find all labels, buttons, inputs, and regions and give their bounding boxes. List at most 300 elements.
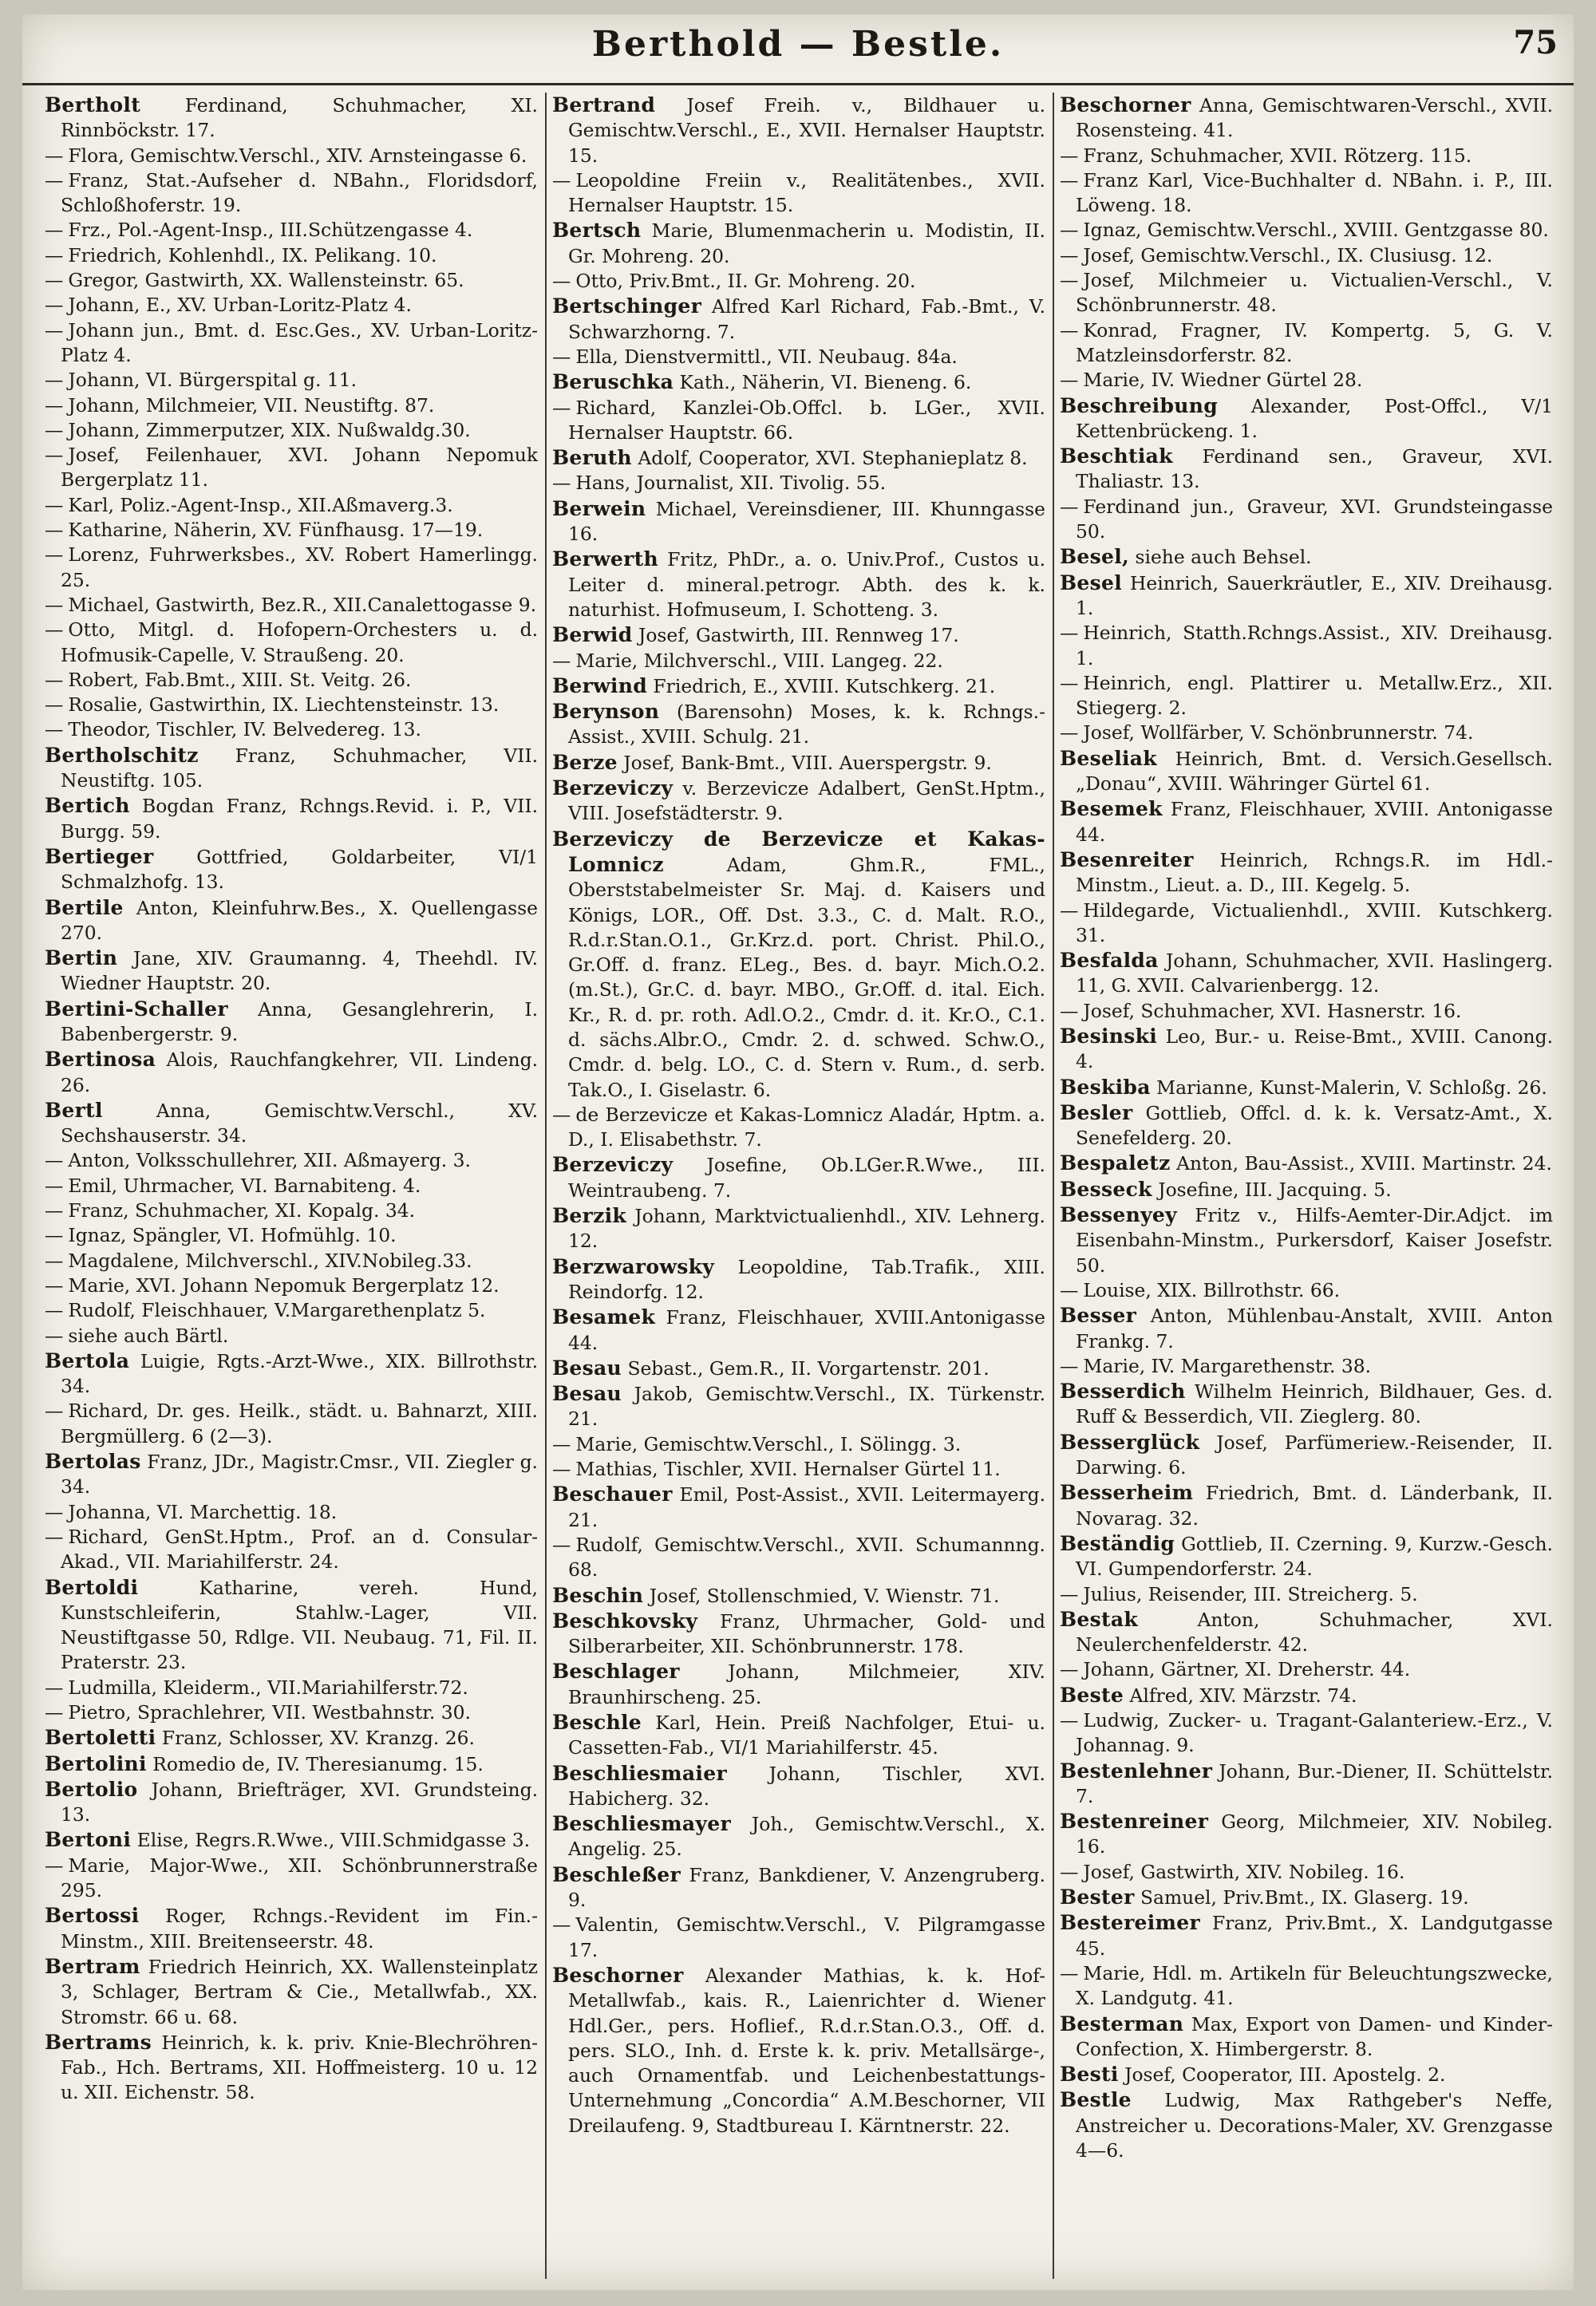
entry-details: Louise, XIX. Billrothstr. 66. — [1083, 1278, 1341, 1301]
entry-details: Josef, Feilenhauer, XVI. Johann Nepomuk Bergerplatz 11. — [61, 444, 538, 492]
entry-surname: Bestle — [1060, 2088, 1132, 2112]
directory-entry — [1060, 2062, 1553, 2087]
directory-entry — [1060, 1607, 1553, 1658]
directory-entry — [45, 1575, 538, 1676]
entry-surname: Bertrams — [45, 2030, 152, 2054]
entry-surname: Besau — [552, 1382, 622, 1406]
entry-details: Johann, VI. Bürgerspital g. 11. — [68, 369, 358, 392]
entry-surname: Bertola — [45, 1348, 130, 1372]
directory-entry — [552, 547, 1045, 622]
ditto-dash: — — [1060, 318, 1079, 342]
entry-surname: Bespaletz — [1060, 1151, 1171, 1175]
page-header — [22, 21, 1574, 69]
directory-entry — [552, 750, 1045, 776]
entry-details: Leo, Bur.- u. Reise-Bmt., XVIII. Canong. 4. — [1076, 1025, 1553, 1073]
entry-surname: Besser — [1060, 1304, 1137, 1328]
directory-entry — [1060, 1278, 1553, 1303]
entry-surname: Berzik — [552, 1204, 627, 1228]
entry-details: Karl, Poliz.-Agent-Insp., XII.Aßmaverg.3. — [68, 493, 453, 516]
directory-entry — [1060, 218, 1553, 243]
entry-details: Josef, Stollenschmied, V. Wienstr. 71. — [649, 1584, 1000, 1607]
directory-entry — [1060, 671, 1553, 721]
entry-surname: Berynson — [552, 700, 660, 724]
directory-entry — [45, 293, 538, 318]
directory-entry — [45, 543, 538, 593]
ditto-dash: — — [552, 1458, 571, 1481]
directory-entry — [45, 368, 538, 393]
entry-details: siehe auch Behsel. — [1135, 546, 1312, 569]
ditto-dash: — — [552, 345, 571, 368]
entry-surname: Bertolini — [45, 1751, 147, 1775]
entry-details: Elise, Regrs.R.Wwe., VIII.Schmidgasse 3. — [136, 1829, 531, 1852]
ditto-dash: — — [1060, 898, 1079, 922]
entry-details: Josef, Parfümeriew.-Reisender, II. Darwing. 6. — [1076, 1431, 1553, 1479]
entry-surname: Besau — [552, 1356, 622, 1380]
entry-details: Theodor, Tischler, IV. Belvedereg. 13. — [68, 718, 421, 741]
entry-surname: Beseliak — [1060, 746, 1157, 770]
entry-surname: Berwerth — [552, 547, 658, 571]
entry-surname: Beruschka — [552, 370, 674, 394]
entry-surname: Beschle — [552, 1711, 642, 1734]
entry-details: Gottlieb, Offcl. d. k. k. Versatz-Amt., X. Senefelderg. 20. — [1076, 1101, 1553, 1150]
directory-entry — [1060, 544, 1553, 570]
entry-surname: Berwein — [552, 496, 646, 520]
entry-details: Gottlieb, II. Czerning. 9, Kurzw.-Gesch. VI. Gumpendorferstr. 24. — [1076, 1532, 1553, 1581]
directory-entry — [1060, 368, 1553, 393]
directory-entry — [552, 168, 1045, 219]
entry-surname: Beschliesmaier — [552, 1761, 727, 1785]
ditto-dash: — — [552, 1913, 571, 1937]
entry-details: Ludwig, Max Rathgeber's Neffe, Anstreicher u. Decorations-Maler, XV. Grenzgasse 4—6. — [1076, 2089, 1553, 2162]
directory-entry — [1060, 721, 1553, 745]
entry-surname: Bertschinger — [552, 294, 702, 318]
entry-details: Michael, Gastwirth, Bez.R., XII.Canalettogasse 9. — [68, 593, 537, 616]
ditto-dash: — — [45, 519, 64, 542]
entry-details: Richard, Dr. ges. Heilk., städt. u. Bahnarzt, XIII. Bergmüllerg. 6 (2—3). — [61, 1400, 538, 1447]
entry-details: Marie, Gemischtw.Verschl., I. Sölingg. 3. — [575, 1432, 962, 1455]
directory-entry — [552, 1659, 1045, 1710]
directory-entry — [45, 1298, 538, 1323]
entry-surname: Bertolio — [45, 1777, 138, 1801]
ditto-dash: — — [1060, 721, 1079, 744]
ditto-dash: — — [45, 1249, 64, 1272]
directory-entry — [1060, 1708, 1553, 1759]
ditto-dash: — — [1060, 1709, 1079, 1731]
entry-surname: Besfalda — [1060, 949, 1159, 973]
entry-details: Julius, Reisender, III. Streicherg. 5. — [1083, 1582, 1418, 1605]
entry-details: Marie, Blumenmacherin u. Modistin, II. Gr. Mohreng. 20. — [568, 219, 1045, 267]
ditto-dash: — — [45, 493, 64, 516]
entry-details: Heinrich, engl. Plattirer u. Metallw.Erz., XII. Stiegerg. 2. — [1076, 671, 1553, 720]
entry-surname: Beständig — [1060, 1531, 1175, 1555]
ditto-dash: — — [1060, 1354, 1079, 1377]
ditto-dash: — — [1060, 1278, 1079, 1301]
directory-entry — [552, 1254, 1045, 1305]
entry-surname: Bertieger — [45, 844, 154, 868]
entry-details: Anton, Mühlenbau-Anstalt, XVIII. Anton Frankg. 7. — [1076, 1305, 1553, 1352]
entry-details: Johann, Schuhmacher, XVII. Haslingerg. 11, G. XVII. Calvarienbergg. 12. — [1076, 950, 1553, 997]
entry-surname: Bestak — [1060, 1607, 1138, 1631]
column-divider — [1053, 93, 1054, 2279]
directory-entry — [1060, 1379, 1553, 1430]
directory-entry — [552, 1609, 1045, 1660]
directory-entry — [45, 593, 538, 618]
directory-entry — [1060, 1531, 1553, 1582]
entry-surname: Berze — [552, 750, 618, 774]
entry-surname: Bestenlehner — [1060, 1759, 1213, 1783]
entry-details: Johann, Milchmeier, VII. Neustiftg. 87. — [68, 393, 435, 417]
directory-entry — [1060, 243, 1553, 268]
ditto-dash: — — [45, 693, 64, 717]
directory-entry — [1060, 268, 1553, 318]
entry-surname: Berwid — [552, 623, 633, 647]
entry-details: Heinrich, k. k. priv. Knie-Blechröhren-Fab., Hch. Bertrams, XII. Hoffmeisterg. 10 u. 12 u. XII. Eichenstr. 58. — [61, 2031, 538, 2104]
entry-details: Johann, E., XV. Urban-Loritz-Platz 4. — [68, 294, 412, 317]
entry-details: Johann, Gärtner, XI. Dreherstr. 44. — [1083, 1658, 1411, 1681]
entry-surname: Berzeviczy — [552, 1153, 674, 1177]
directory-entry — [45, 1324, 538, 1348]
ditto-dash: — — [45, 543, 64, 567]
directory-entry — [45, 443, 538, 493]
ditto-dash: — — [45, 1500, 64, 1523]
ditto-dash: — — [45, 1854, 64, 1877]
directory-entry — [1060, 1480, 1553, 1531]
directory-entry — [45, 243, 538, 268]
directory-entry — [552, 369, 1045, 395]
directory-entry — [1060, 1885, 1553, 1910]
directory-entry — [45, 946, 538, 997]
directory-entry — [45, 1098, 538, 1149]
entry-details: Robert, Fab.Bmt., XIII. St. Veitg. 26. — [68, 668, 412, 691]
entry-surname: Bertoni — [45, 1828, 132, 1852]
directory-entry — [552, 1305, 1045, 1356]
entry-surname: Bertile — [45, 895, 124, 919]
directory-entry — [552, 1533, 1045, 1583]
entry-details: Joh., Gemischtw.Verschl., X. Angelig. 25. — [568, 1813, 1045, 1861]
entry-details: Johanna, VI. Marchettig. 18. — [68, 1500, 338, 1523]
directory-entry — [45, 1676, 538, 1700]
entry-details: Heinrich, Bmt. d. Versich.Gesellsch. „Donau“, XVIII. Währinger Gürtel 61. — [1076, 747, 1553, 796]
directory-entry — [1060, 1151, 1553, 1176]
entry-details: Josef, Schuhmacher, XVI. Hasnerstr. 16. — [1083, 999, 1462, 1022]
directory-entry — [552, 1103, 1045, 1153]
entry-details: Gregor, Gastwirth, XX. Wallensteinstr. 65. — [68, 269, 464, 292]
page-title: Berthold — Bestle. — [591, 24, 1005, 65]
ditto-dash: — — [45, 593, 64, 616]
directory-entry — [45, 318, 538, 369]
entry-details: Josef, Cooperator, III. Apostelg. 2. — [1124, 2063, 1446, 2087]
entry-surname: Beschin — [552, 1583, 644, 1607]
ditto-dash: — — [45, 1299, 64, 1322]
directory-entry — [552, 1152, 1045, 1203]
entry-details: Ferdinand sen., Graveur, XVI. Thaliastr. 13. — [1076, 445, 1553, 493]
ditto-dash: — — [552, 1432, 571, 1455]
entry-details: Franz, Schuhmacher, XVII. Rötzerg. 115. — [1083, 144, 1472, 167]
entry-surname: Besti — [1060, 2063, 1119, 2087]
directory-page — [22, 14, 1574, 2290]
directory-entry — [45, 1047, 538, 1098]
directory-entry — [45, 793, 538, 844]
directory-entry — [1060, 1100, 1553, 1151]
entry-details: Johann jun., Bmt. d. Esc.Ges., XV. Urban-Loritz-Platz 4. — [61, 318, 538, 366]
entry-surname: Besel, — [1060, 545, 1130, 569]
entry-surname: Bertich — [45, 794, 130, 818]
entry-surname: Bertram — [45, 1954, 140, 1978]
entry-surname: Besinski — [1060, 1024, 1158, 1048]
directory-entry — [552, 1710, 1045, 1761]
entry-surname: Besemek — [1060, 797, 1163, 821]
entry-details: Bogdan Franz, Rchngs.Revid. i. P., VII. Burgg. 59. — [61, 795, 538, 843]
entry-details: Fritz, PhDr., a. o. Univ.Prof., Custos u. Leiter d. mineral.petrogr. Abth. des k. k. naturhist. Hofmuseum, I. Schotteng. 3. — [568, 548, 1045, 621]
directory-entry — [1060, 1683, 1553, 1708]
column-divider — [545, 93, 547, 2279]
directory-entry — [552, 673, 1045, 699]
directory-entry — [1060, 495, 1553, 545]
directory-entry — [552, 496, 1045, 547]
directory-entry — [552, 1381, 1045, 1432]
entry-details: Marie, XVI. Johann Nepomuk Bergerplatz 12. — [68, 1273, 500, 1297]
entry-details: Franz, Priv.Bmt., X. Landgutgasse 45. — [1076, 1912, 1553, 1960]
entry-details: Samuel, Priv.Bmt., IX. Glaserg. 19. — [1140, 1886, 1469, 1909]
directory-entry — [552, 93, 1045, 168]
entry-details: Heinrich, Sauerkräutler, E., XIV. Dreihausg. 1. — [1076, 571, 1553, 619]
directory-entry — [45, 1223, 538, 1248]
entry-surname: Besserdich — [1060, 1380, 1186, 1404]
directory-entry — [45, 393, 538, 418]
entry-details: Franz, Bankdiener, V. Anzengruberg. 9. — [568, 1863, 1045, 1912]
entry-details: Johann, Milchmeier, XIV. Braunhirscheng. 25. — [568, 1660, 1045, 1708]
directory-entry — [45, 844, 538, 895]
directory-entry — [1060, 1430, 1553, 1481]
directory-entry — [552, 1432, 1045, 1457]
ditto-dash: — — [1060, 369, 1079, 392]
ditto-dash: — — [1060, 269, 1079, 292]
entry-details: Marie, IV. Wiedner Gürtel 28. — [1083, 369, 1363, 392]
directory-entry — [45, 1525, 538, 1575]
ditto-dash: — — [45, 1400, 64, 1423]
directory-entry — [45, 997, 538, 1048]
directory-entry — [1060, 847, 1553, 898]
entry-details: Marie, Milchverschl., VIII. Langeg. 22. — [575, 649, 943, 672]
entry-surname: Besel — [1060, 571, 1123, 594]
entry-details: Gottfried, Goldarbeiter, VI/1 Schmalzhofg. 13. — [61, 845, 538, 894]
ditto-dash: — — [45, 168, 64, 192]
ditto-dash: — — [45, 444, 64, 467]
entry-surname: Besamek — [552, 1305, 656, 1329]
directory-entry — [552, 699, 1045, 750]
entry-details: Alexander, Post-Offcl., V/1 Kettenbrückeng. 1. — [1076, 394, 1553, 442]
entry-surname: Bertsch — [552, 219, 642, 243]
ditto-dash: — — [45, 369, 64, 392]
directory-entry — [1060, 2012, 1553, 2063]
directory-entry — [1060, 2087, 1553, 2163]
entry-details: Rosalie, Gastwirthin, IX. Liechtensteinstr. 13. — [68, 693, 500, 717]
entry-surname: Beruth — [552, 446, 632, 470]
directory-entry — [45, 1751, 538, 1777]
directory-entry — [45, 2030, 538, 2106]
directory-entry — [45, 1148, 538, 1173]
entry-details: Flora, Gemischtw.Verschl., XIV. Arnsteingasse 6. — [68, 144, 527, 167]
directory-entry — [1060, 1303, 1553, 1354]
entry-details: Franz, Stat.-Aufseher d. NBahn., Floridsdorf, Schloßhoferstr. 19. — [61, 168, 538, 217]
entry-surname: Bestereimer — [1060, 1911, 1200, 1935]
entry-surname: Bertinosa — [45, 1048, 156, 1072]
ditto-dash: — — [45, 269, 64, 292]
entry-details: Roger, Rchngs.-Revident im Fin.-Minstm., XIII. Breitenseerstr. 48. — [61, 1905, 538, 1953]
entry-surname: Beschauer — [552, 1483, 673, 1506]
ditto-dash: — — [45, 243, 64, 267]
entry-details: Ferdinand jun., Graveur, XVI. Grundsteingasse 50. — [1076, 495, 1553, 543]
entry-details: Marie, IV. Margarethenstr. 38. — [1083, 1354, 1372, 1377]
directory-entry — [45, 668, 538, 693]
entry-details: Josefine, Ob.LGer.R.Wwe., III. Weintraubeng. 7. — [568, 1154, 1045, 1202]
entry-surname: Beschliesmayer — [552, 1812, 731, 1836]
directory-entry — [45, 268, 538, 293]
entry-details: Emil, Post-Assist., XVII. Leitermayerg. 21. — [568, 1483, 1045, 1531]
directory-entry — [45, 1500, 538, 1525]
entry-details: Jane, XIV. Graumanng. 4, Theehdl. IV. Wiedner Hauptstr. 20. — [61, 947, 538, 995]
entry-surname: Beskiba — [1060, 1075, 1151, 1099]
directory-entry — [1060, 1809, 1553, 1860]
ditto-dash: — — [1060, 1658, 1079, 1681]
entry-details: Ferdinand, Schuhmacher, XI. Rinnböckstr. 17. — [61, 94, 538, 142]
directory-entry — [45, 518, 538, 543]
entry-surname: Bertin — [45, 946, 118, 970]
directory-entry — [1060, 93, 1553, 144]
directory-entry — [45, 1903, 538, 1954]
entry-details: Karl, Hein. Preiß Nachfolger, Etui- u. Cassetten-Fab., VI/1 Mariahilferstr. 45. — [568, 1712, 1045, 1759]
ditto-dash: — — [45, 418, 64, 441]
entry-details: Josef, Milchmeier u. Victualien-Verschl., V. Schönbrunnerstr. 48. — [1076, 269, 1553, 317]
entry-details: (Barensohn) Moses, k. k. Rchngs.-Assist., XVIII. Schulg. 21. — [568, 701, 1045, 748]
entry-surname: Beschlager — [552, 1660, 680, 1684]
entry-details: Franz, Schlosser, XV. Kranzg. 26. — [161, 1727, 475, 1750]
entry-details: Jakob, Gemischtw.Verschl., IX. Türkenstr. 21. — [568, 1383, 1045, 1431]
ditto-dash: — — [1060, 622, 1079, 645]
ditto-dash: — — [1060, 999, 1079, 1022]
entry-details: Anton, Bau-Assist., XVIII. Martinstr. 24. — [1176, 1152, 1552, 1175]
ditto-dash: — — [552, 168, 571, 192]
entry-details: Ignaz, Gemischtw.Verschl., XVIII. Gentzgasse 80. — [1083, 219, 1549, 242]
entry-details: de Berzevicze et Kakas-Lomnicz Aladár, Hptm. a. D., I. Elisabethstr. 7. — [568, 1103, 1045, 1151]
directory-entry — [45, 717, 538, 742]
entry-surname: Besler — [1060, 1100, 1133, 1124]
entry-details: Fritz v., Hilfs-Aemter-Dir.Adjct. im Eisenbahn-Minstm., Purkersdorf, Kaiser Josefstr. 50. — [1076, 1204, 1553, 1277]
ditto-dash: — — [1060, 495, 1079, 518]
entry-details: Hans, Journalist, XII. Tivolig. 55. — [575, 472, 887, 495]
entry-surname: Beschleßer — [552, 1862, 681, 1886]
directory-entry — [45, 168, 538, 219]
ditto-dash: — — [45, 1199, 64, 1222]
entry-surname: Bertrand — [552, 93, 656, 116]
directory-entry — [45, 93, 538, 144]
directory-entry — [1060, 796, 1553, 847]
directory-entry — [45, 218, 538, 243]
entry-details: Josef, Bank-Bmt., VIII. Auerspergstr. 9. — [623, 751, 992, 774]
ditto-dash: — — [45, 618, 64, 642]
directory-entry — [552, 827, 1045, 1103]
directory-entry — [1060, 1910, 1553, 1961]
directory-entry — [1060, 746, 1553, 797]
directory-entry — [1060, 1202, 1553, 1278]
ditto-dash: — — [45, 1701, 64, 1724]
ditto-dash: — — [45, 1324, 64, 1347]
entry-details: Johann, Briefträger, XVI. Grundsteing. 13. — [61, 1778, 538, 1826]
entry-surname: Bertolas — [45, 1450, 141, 1474]
entry-surname: Beschkovsky — [552, 1609, 698, 1633]
ditto-dash: — — [552, 649, 571, 672]
ditto-dash: — — [552, 396, 571, 419]
directory-entry — [1060, 318, 1553, 369]
directory-entry — [552, 445, 1045, 471]
directory-entry — [552, 345, 1045, 369]
entry-details: Ludwig, Zucker- u. Tragant-Galanteriew.-Erz., V. Johannag. 9. — [1076, 1709, 1553, 1757]
entry-details: Michael, Vereinsdiener, III. Khunngasse 16. — [568, 497, 1045, 546]
directory-entry — [1060, 948, 1553, 999]
directory-entry — [1060, 999, 1553, 1024]
entry-details: Wilhelm Heinrich, Bildhauer, Ges. d. Ruff & Besserdich, VII. Zieglerg. 80. — [1076, 1380, 1553, 1428]
entry-details: Leopoldine, Tab.Trafik., XIII. Reindorfg. 12. — [568, 1255, 1045, 1303]
entry-details: Franz, Schuhmacher, XI. Kopalg. 34. — [68, 1199, 416, 1222]
page-number: 75 — [1513, 24, 1558, 61]
entry-details: Katharine, Näherin, XV. Fünfhausg. 17—19. — [68, 519, 484, 542]
entry-surname: Beste — [1060, 1683, 1124, 1707]
entry-details: Anna, Gesanglehrerin, I. Babenbergerstr. 9. — [61, 997, 538, 1045]
entry-details: Franz Karl, Vice-Buchhalter d. NBahn. i. P., III. Löweng. 18. — [1076, 168, 1553, 217]
directory-entry — [45, 693, 538, 717]
ditto-dash: — — [45, 718, 64, 741]
ditto-dash: — — [45, 1525, 64, 1548]
entry-details: Franz, Schuhmacher, VII. Neustiftg. 105. — [61, 744, 538, 792]
entry-surname: Beschorner — [552, 1963, 684, 1987]
ditto-dash: — — [1060, 243, 1079, 267]
directory-entry — [552, 1203, 1045, 1254]
entry-details: Adam, Ghm.R., FML., Oberststabelmeister Sr. Maj. d. Kaisers und Königs, LOR., Off. Dst. 3.3., C. d. Malt. R.O., R.d.r.Stan.O.1., Gr.Krz.d. port. Christ. Phil.O., Gr.Off. d. franz. ELeg., Bes. d. bayr. Mich.O.2. (m.St.), Gr.C. d. bayr. MBO., Gr.Off. d. ital. Eich. Kr., R. d. pr. roth. Adl.O.2., Cmdr. d. it. Kr.O., C.1. d. sächs.Albr.O., Cmdr. 2. d. schwed. Schw.O., Cmdr. d. belg. LO., C. d. Stern v. Rum., d. serb. Tak.O., I. Giselastr. 6. — [568, 853, 1045, 1101]
entry-details: Romedio de, IV. Theresianumg. 15. — [152, 1752, 484, 1775]
ditto-dash: — — [45, 219, 64, 242]
directory-entry — [552, 1583, 1045, 1609]
entry-surname: Bertoletti — [45, 1726, 156, 1750]
entry-surname: Berzwarowsky — [552, 1254, 715, 1278]
directory-entry — [552, 649, 1045, 673]
directory-entry — [552, 1811, 1045, 1862]
directory-entry — [45, 1725, 538, 1751]
entry-details: Johann, Tischler, XVI. Habicherg. 32. — [568, 1762, 1045, 1810]
directory-entry — [45, 1198, 538, 1223]
ditto-dash: — — [1060, 144, 1079, 167]
entry-details: Johann, Bur.-Diener, II. Schüttelstr. 7. — [1076, 1759, 1553, 1807]
directory-entry — [45, 1273, 538, 1298]
directory-entry — [552, 471, 1045, 496]
entry-details: Leopoldine Freiin v., Realitätenbes., XVII. Hernalser Hauptstr. 15. — [568, 168, 1045, 217]
ditto-dash: — — [45, 1676, 64, 1699]
ditto-dash: — — [45, 393, 64, 417]
directory-entry — [1060, 898, 1553, 949]
entry-surname: Bertossi — [45, 1904, 140, 1928]
entry-surname: Bertholschitz — [45, 743, 199, 767]
entry-details: Josef, Gastwirth, III. Rennweg 17. — [638, 624, 959, 647]
column-3 — [1060, 93, 1553, 2279]
entry-details: Friedrich, E., XVIII. Kutschkerg. 21. — [653, 674, 996, 697]
entry-details: Valentin, Gemischtw.Verschl., V. Pilgramgasse 17. — [568, 1913, 1045, 1961]
ditto-dash: — — [1060, 1582, 1079, 1605]
directory-entry — [45, 1700, 538, 1725]
entry-details: Mathias, Tischler, XVII. Hernalser Gürtel 11. — [575, 1458, 1001, 1481]
entry-surname: Berwind — [552, 673, 647, 697]
entry-details: Hildegarde, Victualienhdl., XVIII. Kutschkerg. 31. — [1076, 898, 1553, 946]
directory-entry — [45, 1348, 538, 1400]
entry-details: Richard, GenSt.Hptm., Prof. an d. Consular-Akad., VII. Mariahilferstr. 24. — [61, 1525, 538, 1574]
